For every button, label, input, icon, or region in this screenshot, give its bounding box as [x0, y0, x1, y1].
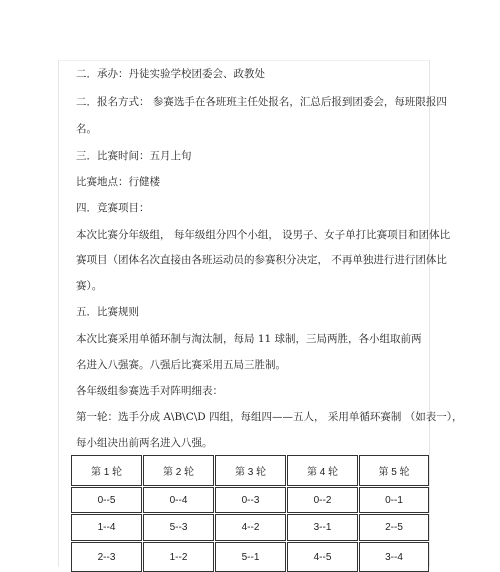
table-cell: 3--4 — [359, 542, 429, 572]
table-cell: 5--3 — [143, 514, 214, 541]
registration-line: 二．报名方式： 参赛选手在各班班主任处报名，汇总后报到团委会，每班限报四 — [76, 96, 447, 108]
time-line: 三．比赛时间：五月上旬 — [76, 150, 192, 162]
events-line-2: 赛项目（团体名次直接由各班运动员的参赛积分决定， 不再单独进行进行团体比 — [76, 254, 447, 266]
table-cell: 2--3 — [71, 542, 142, 572]
table-cell: 0--1 — [359, 487, 429, 513]
events-heading: 四．竞赛项目： — [76, 202, 150, 214]
table-header-cell: 第 1 轮 — [71, 455, 142, 486]
table-header-cell: 第 4 轮 — [287, 455, 358, 486]
table-cell: 0--4 — [143, 487, 214, 513]
registration-line-cont: 名。 — [76, 123, 97, 135]
rules-line-1: 本次比赛采用单循环制与淘汰制，每局 11 球制，三局两胜，各小组取前两 — [76, 333, 422, 345]
table-header-cell: 第 2 轮 — [143, 455, 214, 486]
rules-line-2: 名进入八强赛。八强后比赛采用五局三胜制。 — [76, 359, 286, 371]
events-line-1: 本次比赛分年级组， 每年级组分四个小组， 设男子、女子单打比赛项目和团体比 — [76, 229, 451, 241]
rules-line-3: 各年级组参赛选手对阵明细表： — [76, 385, 223, 397]
table-cell: 5--1 — [215, 542, 286, 572]
round-one-line: 第一轮：选手分成 A\B\C\D 四组，每组四——五人， 采用单循环赛制 （如表一）， — [76, 411, 463, 423]
events-line-3: 赛）。 — [76, 280, 103, 292]
table-cell: 3--1 — [287, 514, 358, 541]
table-cell: 0--5 — [71, 487, 142, 513]
table-cell: 2--5 — [359, 514, 429, 541]
venue-line: 比赛地点：行健楼 — [76, 176, 160, 188]
rules-heading: 五．比赛规则 — [76, 306, 139, 318]
table-header-cell: 第 5 轮 — [359, 455, 429, 486]
round-one-line-cont: 每小组决出前两名进入八强。 — [76, 437, 213, 449]
table-cell: 1--4 — [71, 514, 142, 541]
table-cell: 0--2 — [287, 487, 358, 513]
table-cell: 4--2 — [215, 514, 286, 541]
table-cell: 0--3 — [215, 487, 286, 513]
organizer-line: 二．承办：丹徒实验学校团委会、政教处 — [76, 68, 265, 80]
table-cell: 1--2 — [143, 542, 214, 572]
table-header-cell: 第 3 轮 — [215, 455, 286, 486]
table-cell: 4--5 — [287, 542, 358, 572]
